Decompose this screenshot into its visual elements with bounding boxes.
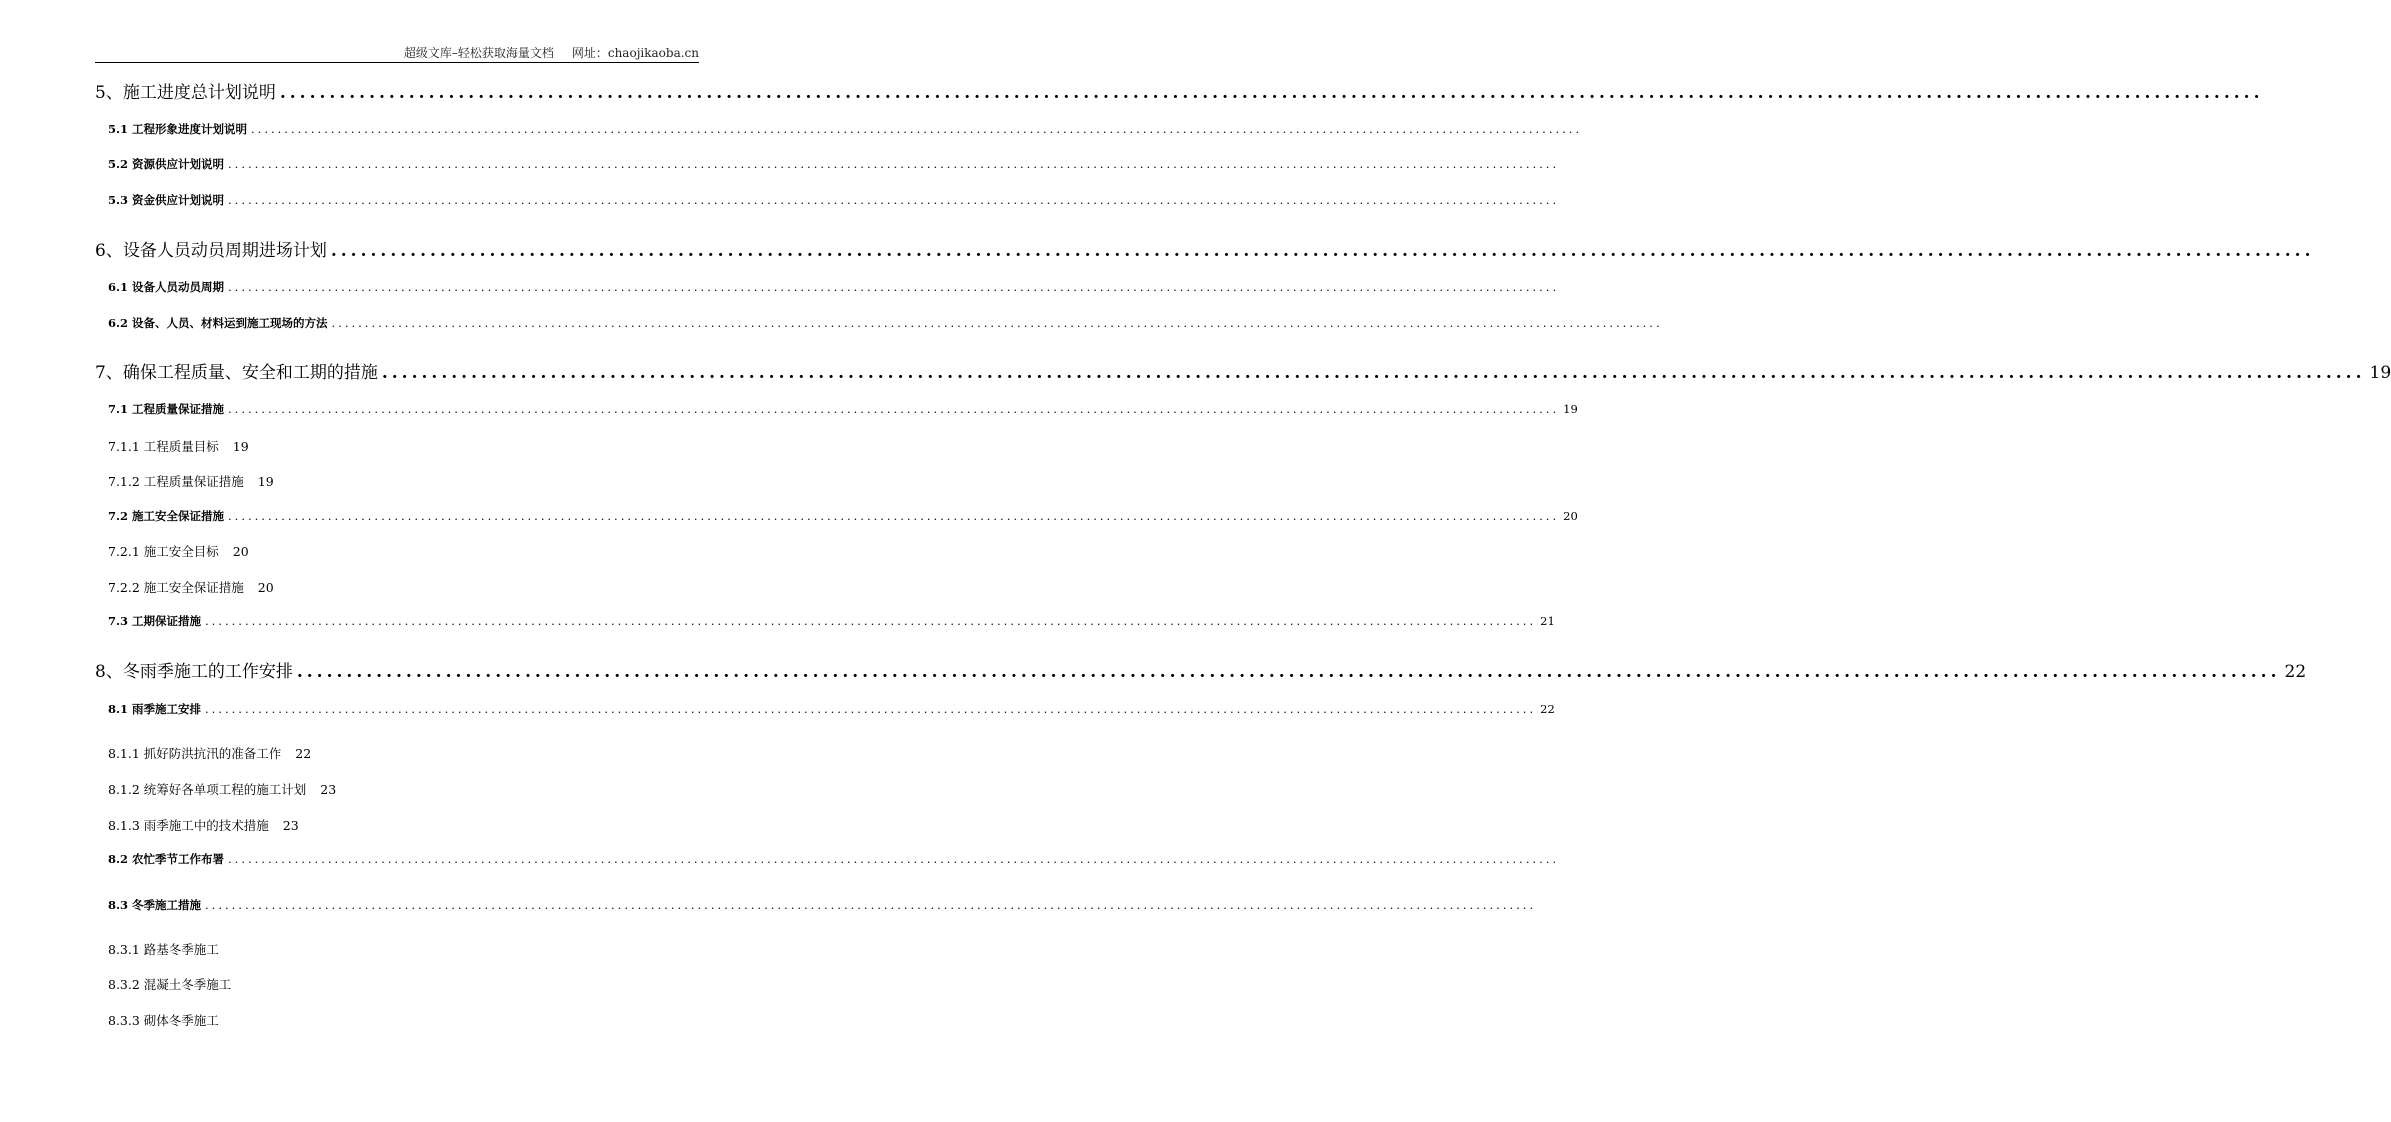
toc-entry[interactable] (108, 315, 1663, 331)
toc-leader-dots: ........................................................................................................................................................................................................ (330, 241, 2315, 261)
toc-entry[interactable] (108, 578, 274, 596)
toc-leader-dots: ........................................................................................................................................................................................................ (381, 363, 2366, 383)
toc-entry-title: 7.1 工程质量保证措施 (108, 402, 225, 416)
toc-entry-title: 8、冬雨季施工的工作安排 (95, 662, 293, 682)
toc-entry-title: 8.1 雨季施工安排 (108, 702, 202, 716)
toc-page-number: 23 (282, 818, 299, 833)
toc-entry-title: 7.2.2 施工安全保证措施 (108, 580, 244, 595)
toc-entry[interactable] (108, 780, 336, 798)
toc-page-number: 20 (257, 580, 274, 595)
toc-entry-title: 5.1 工程形象进度计划说明 (108, 122, 248, 136)
toc-entry-title: 7.1.2 工程质量保证措施 (108, 474, 244, 489)
toc-entry[interactable] (108, 401, 1578, 417)
toc-leader-dots: ........................................................................................................................................................................................................ (228, 509, 1560, 523)
toc-entry[interactable] (108, 701, 1555, 717)
toc-entry[interactable] (108, 940, 233, 958)
toc-entry-title: 8.3.1 路基冬季施工 (108, 942, 219, 957)
toc-leader-dots: ........................................................................................................................................................................................................ (228, 193, 1560, 207)
toc-entry-title: 7.3 工期保证措施 (108, 614, 202, 628)
toc-leader-dots: ........................................................................................................................................................................................................ (228, 402, 1560, 416)
toc-entry[interactable] (108, 851, 1560, 867)
toc-leader-dots: ........................................................................................................................................................................................................ (228, 852, 1560, 866)
toc-page-number: 19 (232, 439, 249, 454)
toc-entry-title: 7.1.1 工程质量目标 (108, 439, 219, 454)
toc-entry-title: 8.3 冬季施工措施 (108, 898, 202, 912)
toc-entry[interactable] (108, 508, 1578, 524)
toc-entry[interactable] (108, 192, 1560, 208)
toc-leader-dots: ........................................................................................................................................................................................................ (205, 898, 1537, 912)
toc-entry[interactable] (108, 121, 1583, 137)
toc-leader-dots: ........................................................................................................................................................................................................ (228, 157, 1560, 171)
toc-entry[interactable] (108, 975, 245, 993)
toc-page-number: 19 (257, 474, 274, 489)
toc-entry[interactable] (108, 156, 1560, 172)
toc-entry[interactable] (108, 542, 249, 560)
toc-entry-title: 7.2 施工安全保证措施 (108, 509, 225, 523)
toc-entry[interactable] (108, 472, 274, 490)
toc-entry-title: 6.1 设备人员动员周期 (108, 280, 225, 294)
toc-entry[interactable] (95, 78, 2264, 103)
toc-entry[interactable] (108, 1011, 233, 1029)
toc-entry-title: 6.2 设备、人员、材料运到施工现场的方法 (108, 316, 328, 330)
toc-entry-title: 5.2 资源供应计划说明 (108, 157, 225, 171)
toc-leader-dots: ........................................................................................................................................................................................................ (228, 280, 1560, 294)
toc-page-number: 22 (1540, 702, 1555, 716)
toc-leader-dots: ........................................................................................................................................................................................................ (279, 83, 2264, 103)
toc-leader-dots: ........................................................................................................................................................................................................ (331, 316, 1663, 330)
toc-entry[interactable] (108, 613, 1555, 629)
toc-entry-title: 8.1.2 统筹好各单项工程的施工计划 (108, 782, 307, 797)
toc-entry[interactable] (108, 744, 311, 762)
toc-page-number: 20 (1563, 509, 1578, 523)
header-url: 网址：chaojikaoba.cn (571, 46, 699, 60)
toc-page-number: 19 (2369, 363, 2391, 383)
toc-entry-title: 8.3.2 混凝土冬季施工 (108, 977, 232, 992)
toc-entry-title: 8.2 农忙季节工作布署 (108, 852, 225, 866)
toc-entry[interactable] (95, 236, 2315, 261)
toc-page-number: 22 (2284, 662, 2307, 682)
toc-entry-title: 7、确保工程质量、安全和工期的措施 (95, 363, 378, 383)
toc-entry-title: 8.3.3 砌体冬季施工 (108, 1013, 219, 1028)
toc-entry-title: 8.1.1 抓好防洪抗汛的准备工作 (108, 746, 282, 761)
toc-leader-dots: ........................................................................................................................................................................................................ (205, 702, 1537, 716)
toc-entry-title: 7.2.1 施工安全目标 (108, 544, 219, 559)
toc-leader-dots: ........................................................................................................................................................................................................ (251, 122, 1583, 136)
toc-page-number: 20 (232, 544, 249, 559)
header-site: 超级文库–轻松获取海量文档 (403, 46, 554, 60)
toc-entry[interactable] (108, 816, 299, 834)
toc-page-number: 21 (1540, 614, 1555, 628)
toc-entry[interactable] (95, 358, 2391, 383)
page-header (95, 44, 699, 63)
toc-entry-title: 8.1.3 雨季施工中的技术措施 (108, 818, 269, 833)
toc-entry-title: 6、设备人员动员周期进场计划 (95, 241, 327, 261)
toc-entry[interactable] (108, 437, 249, 455)
toc-page-number: 19 (1563, 402, 1578, 416)
toc-leader-dots: ........................................................................................................................................................................................................ (296, 662, 2281, 682)
toc-entry[interactable] (95, 657, 2307, 682)
toc-entry-title: 5.3 资金供应计划说明 (108, 193, 225, 207)
toc-entry[interactable] (108, 279, 1560, 295)
toc-leader-dots: ........................................................................................................................................................................................................ (205, 614, 1537, 628)
toc-page-number: 22 (295, 746, 312, 761)
toc-entry[interactable] (108, 897, 1537, 913)
toc-page-number: 23 (320, 782, 337, 797)
toc-entry-title: 5、施工进度总计划说明 (95, 83, 276, 103)
